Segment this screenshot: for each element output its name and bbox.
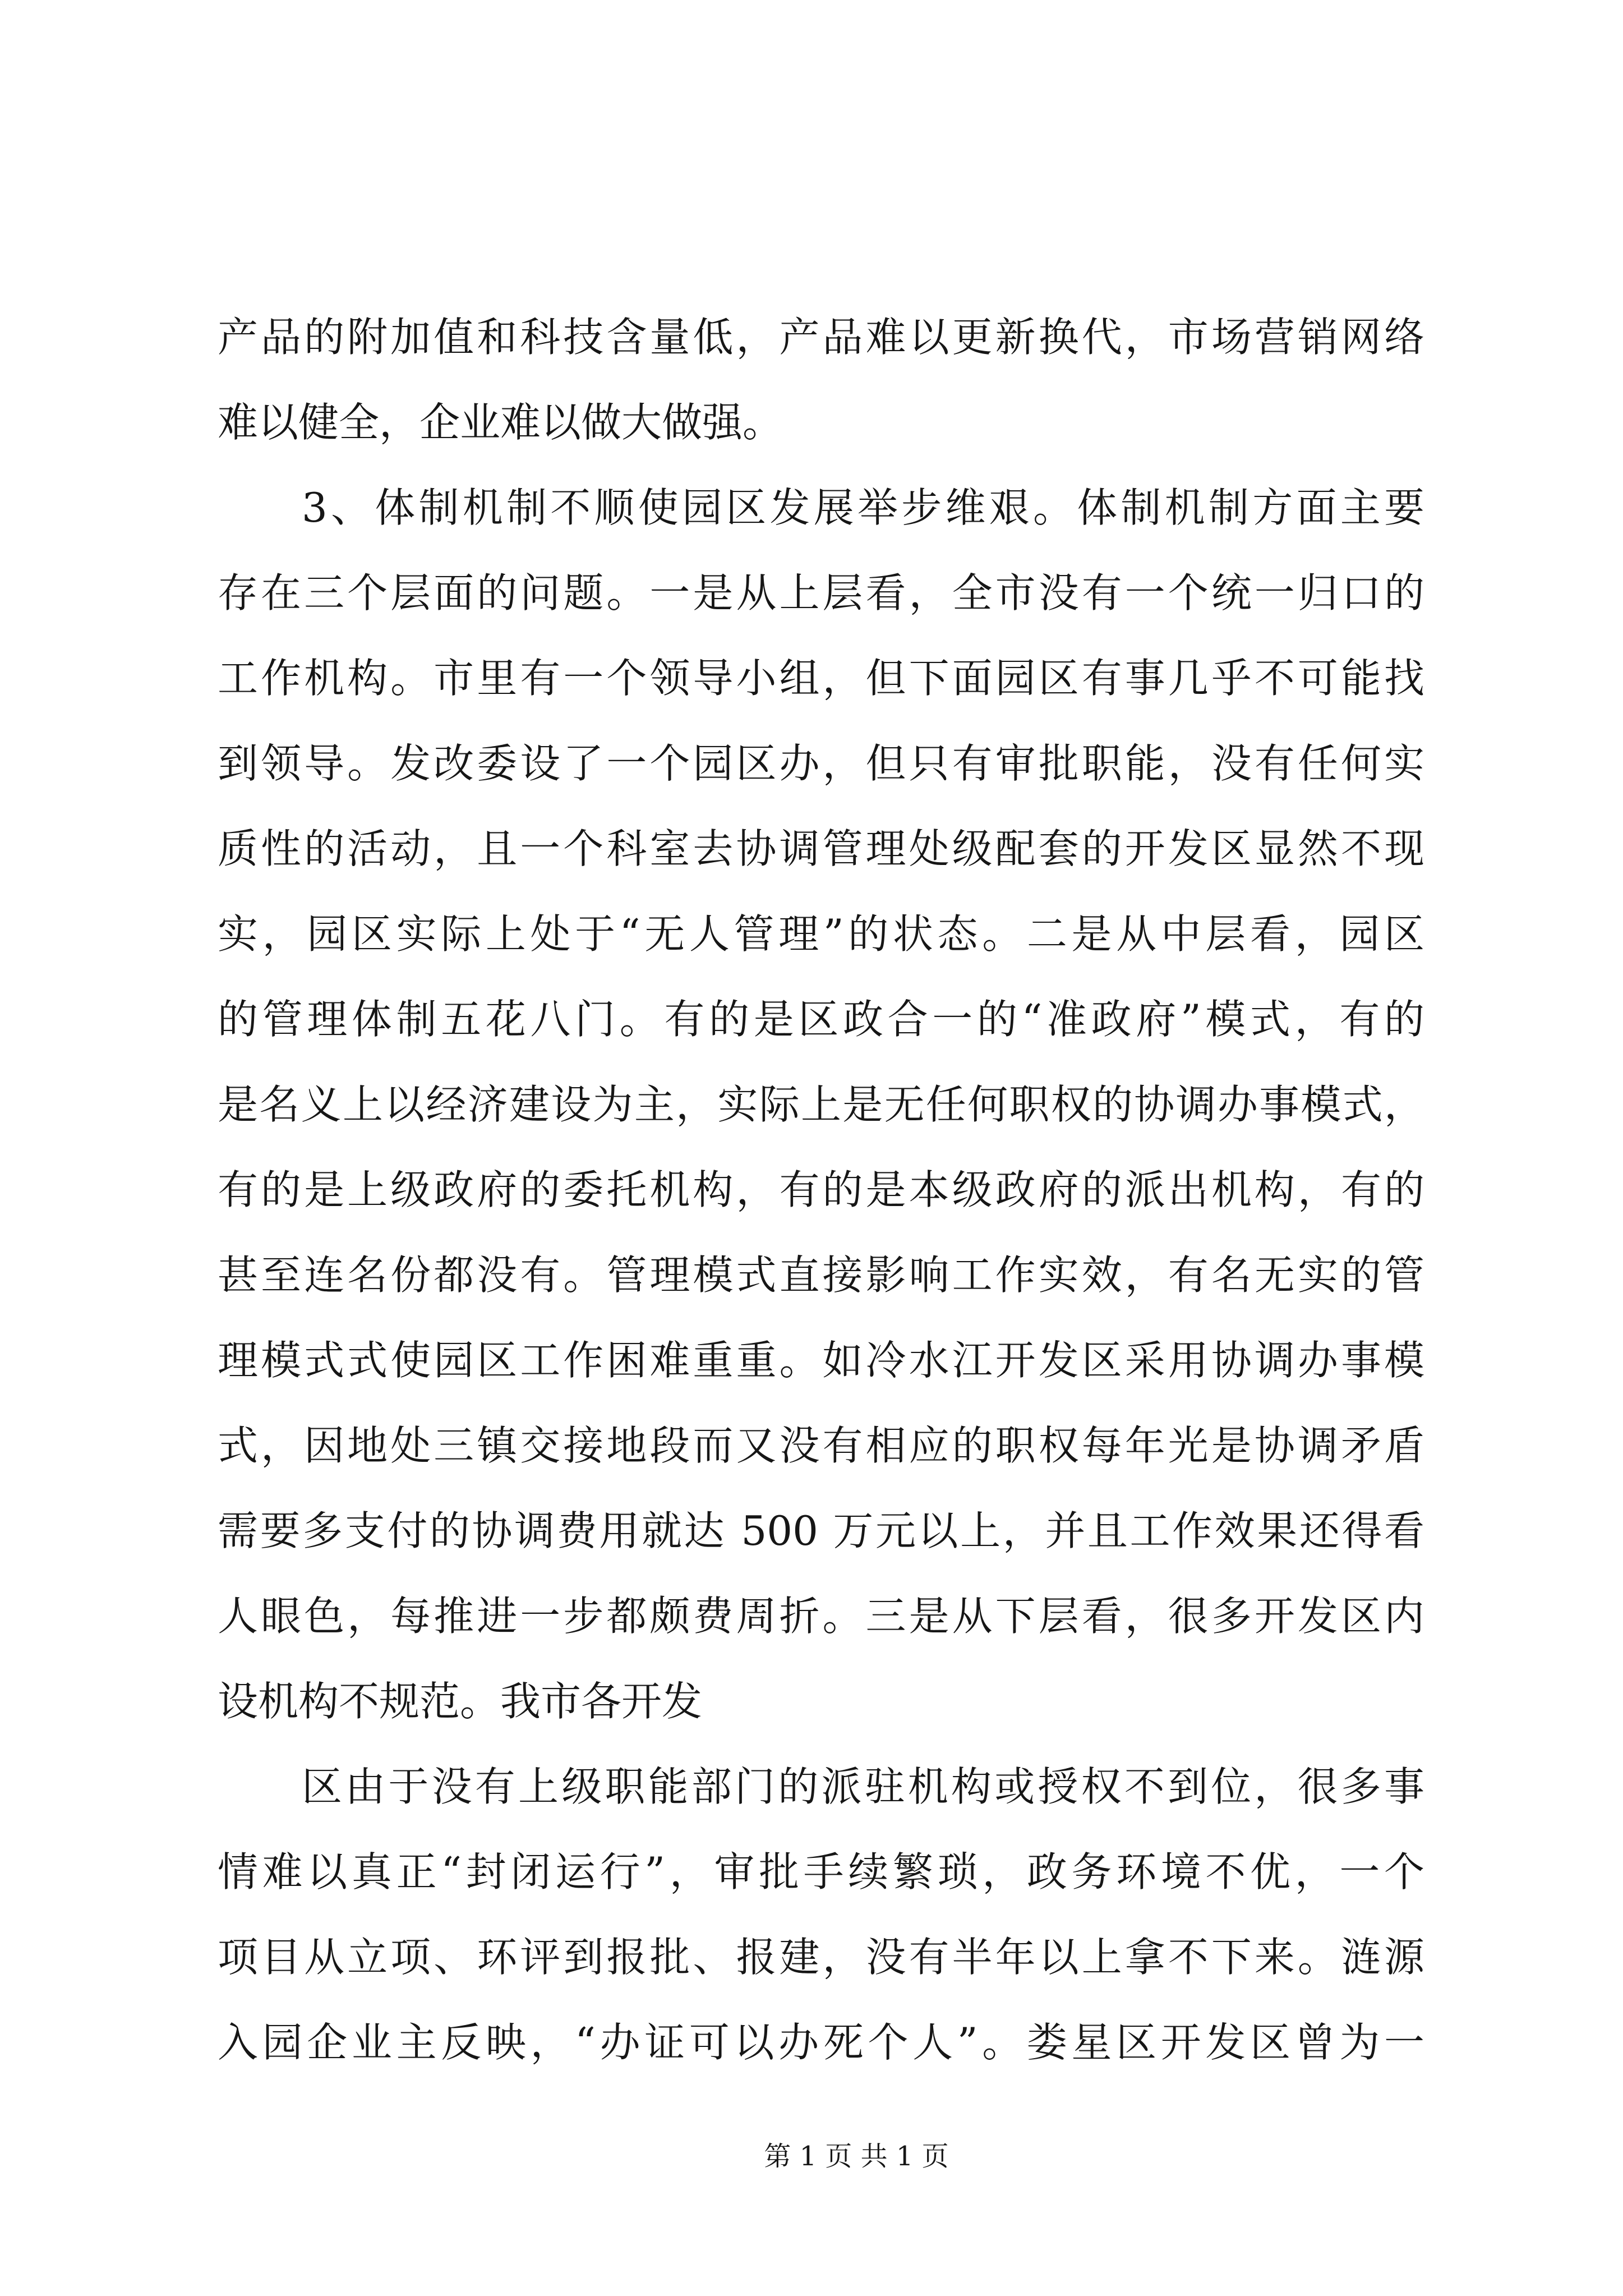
text-line: 理模式式使园区工作困难重重。如冷水江开发区采用协调办事模: [218, 1337, 1424, 1384]
text-line: 工作机构。市里有一个领导小组，但下面园区有事几乎不可能找: [218, 655, 1424, 702]
text-line: 情难以真正“封闭运行”，审批手续繁琐，政务环境不优，一个: [218, 1848, 1424, 1895]
text-line: 甚至连名份都没有。管理模式直接影响工作实效，有名无实的管: [218, 1251, 1424, 1299]
document-body: [218, 295, 1424, 2085]
text-line: 需要多支付的协调费用就达 500 万元以上，并且工作效果还得看: [218, 1507, 1424, 1554]
text-line: 质性的活动，且一个科室去协调管理处级配套的开发区显然不现: [218, 825, 1424, 872]
text-line: 到领导。发改委设了一个园区办，但只有审批职能，没有任何实: [218, 740, 1424, 787]
text-line: 的管理体制五花八门。有的是区政合一的“准政府”模式，有的: [218, 996, 1424, 1043]
text-line: 产品的附加值和科技含量低，产品难以更新换代，市场营销网络: [218, 314, 1424, 361]
text-line: 有的是上级政府的委托机构，有的是本级政府的派出机构，有的: [218, 1166, 1424, 1213]
text-line: 实，园区实际上处于“无人管理”的状态。二是从中层看，园区: [218, 910, 1424, 958]
text-line: 难以健全，企业难以做大做强。: [218, 399, 783, 446]
text-line: 设机构不规范。我市各开发: [218, 1678, 703, 1725]
text-line: 存在三个层面的问题。一是从上层看，全市没有一个统一归口的: [218, 569, 1424, 616]
text-line: 是名义上以经济建设为主，实际上是无任何职权的协调办事模式，: [218, 1081, 1424, 1128]
text-line: 3、体制机制不顺使园区发展举步维艰。体制机制方面主要: [302, 484, 1424, 531]
text-line: 区由于没有上级职能部门的派驻机构或授权不到位，很多事: [302, 1763, 1424, 1810]
text-line: 项目从立项、环评到报批、报建，没有半年以上拿不下来。涟源: [218, 1934, 1424, 1981]
page-footer: 第 1 页 共 1 页: [764, 2141, 949, 2172]
text-line: 式，因地处三镇交接地段而又没有相应的职权每年光是协调矛盾: [218, 1422, 1424, 1469]
text-line: 人眼色，每推进一步都颇费周折。三是从下层看，很多开发区内: [218, 1593, 1424, 1640]
text-line: 入园企业主反映，“办证可以办死个人”。娄星区开发区曾为一: [218, 2019, 1424, 2066]
